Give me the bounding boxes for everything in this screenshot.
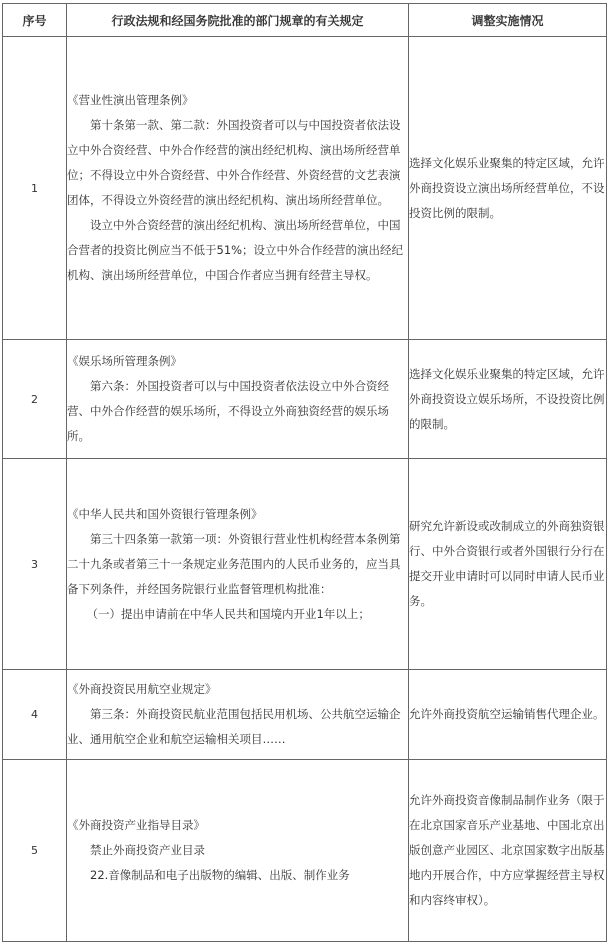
law-paragraph: 设立中外合资经营的演出经纪机构、演出场所经营单位，中国合营者的投资比例应当不低于51%；设立中外合作经营的演出经纪机构、演出场所经营单位，中国合作者应当拥有经营主导权。 — [67, 218, 404, 282]
row-number: 5 — [3, 760, 67, 942]
law-title: 《娱乐场所管理条例》 — [67, 354, 182, 368]
row-number: 2 — [3, 340, 67, 459]
law-paragraph: 第三十四条第一款第一项：外资银行营业性机构经营本条例第二十九条或者第三十一条规定业务范围内的人民币业务的，应当具备下列条件，并经国务院银行业监督管理机构批准： — [67, 531, 401, 596]
header-law: 行政法规和经国务院批准的部门规章的有关规定 — [67, 4, 409, 37]
table-header-row — [3, 4, 607, 37]
law-cell — [67, 340, 409, 459]
adjustment-cell: 选择文化娱乐业聚集的特定区域，允许外商投资设立娱乐场所，不设投资比例的限制。 — [409, 340, 607, 459]
law-cell — [67, 459, 409, 670]
row-number: 1 — [3, 37, 67, 340]
row-number: 3 — [3, 459, 67, 670]
law-paragraph: 22.音像制品和电子出版物的编辑、出版、制作业务 — [90, 868, 350, 882]
header-no: 序号 — [3, 4, 67, 37]
policy-table — [2, 3, 607, 942]
table-row — [3, 459, 607, 670]
header-adjustment: 调整实施情况 — [409, 4, 607, 37]
adjustment-cell: 允许外商投资音像制品制作业务（限于在北京国家音乐产业基地、中国北京出版创意产业园区、北京国家数字出版基地内开展合作，中方应掌握经营主导权和内容终审权）。 — [409, 760, 607, 942]
law-paragraph: 第三条：外商投资民航业范围包括民用机场、公共航空运输企业、通用航空企业和航空运输相关项目…… — [67, 707, 401, 746]
adjustment-cell: 选择文化娱乐业聚集的特定区域，允许外商投资设立演出场所经营单位，不设投资比例的限制。 — [409, 37, 607, 340]
law-paragraph: 第六条：外国投资者可以与中国投资者依法设立中外合资经营、中外合作经营的娱乐场所，不得设立外商独资经营的娱乐场所。 — [67, 379, 389, 443]
table-row — [3, 670, 607, 760]
row-number: 4 — [3, 670, 67, 760]
table-row — [3, 340, 607, 459]
law-item: （一）提出申请前在中华人民共和国境内开业1年以上； — [86, 606, 370, 621]
adjustment-cell: 研究允许新设或改制成立的外商独资银行、中外合资银行或者外国银行分行在提交开业申请时可以同时申请人民币业务。 — [409, 459, 607, 670]
table-row — [3, 37, 607, 340]
law-title: 《外商投资民用航空业规定》 — [67, 682, 217, 696]
law-paragraph: 禁止外商投资产业目录 — [90, 843, 205, 857]
law-paragraph: 第十条第一款、第二款：外国投资者可以与中国投资者依法设立中外合资经营、中外合作经营的演出经纪机构、演出场所经营单位；不得设立中外合资经营、中外合作经营、外资经营的文艺表演团体，不得设立外资经营的演出经纪机构、演出场所经营单位。 — [67, 118, 401, 207]
law-title: 《中华人民共和国外资银行管理条例》 — [67, 506, 263, 521]
law-title: 《营业性演出管理条例》 — [67, 93, 194, 107]
law-cell — [67, 670, 409, 760]
law-cell — [67, 37, 409, 340]
adjustment-cell: 允许外商投资航空运输销售代理企业。 — [409, 670, 607, 760]
table-row — [3, 760, 607, 942]
law-cell — [67, 760, 409, 942]
law-title: 《外商投资产业指导目录》 — [67, 818, 205, 832]
